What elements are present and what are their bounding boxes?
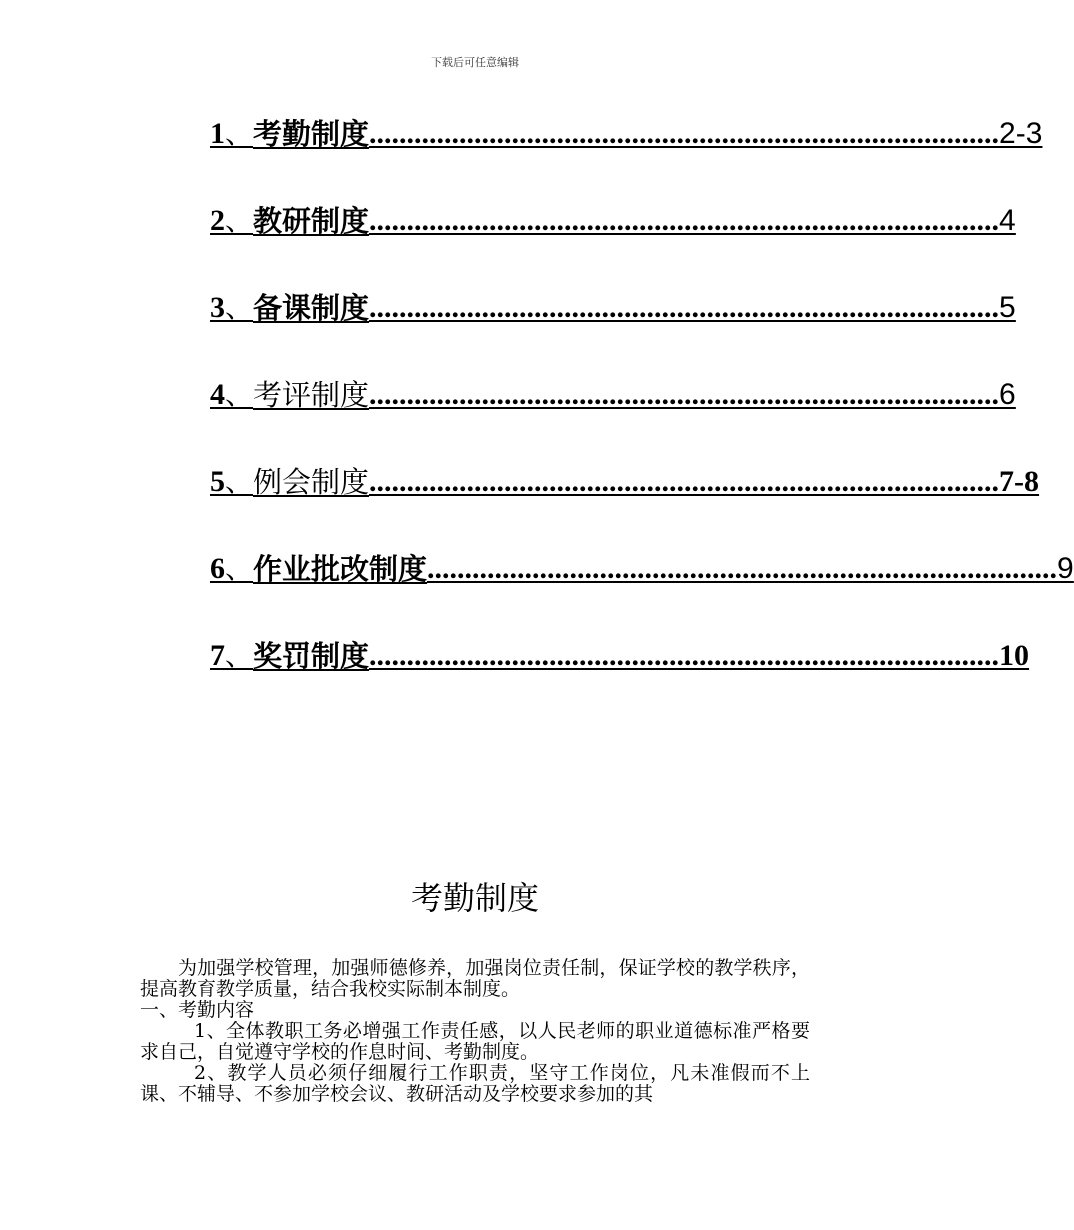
toc-item-separator: 、 — [225, 378, 254, 411]
toc-item-page: 6 — [999, 378, 1016, 411]
table-of-contents — [210, 112, 1074, 721]
toc-leader-dots: .................................................................................... — [369, 639, 1000, 672]
toc-item-4[interactable] — [210, 373, 1016, 460]
body-paragraph: 2、教学人员必须仔细履行工作职责，坚守工作岗位，凡未准假而不上课、不辅导、不参加学校会议、教研活动及学校要求参加的其 — [140, 1062, 810, 1105]
toc-leader-dots: .................................................................................... — [369, 204, 1000, 237]
subsection-heading: 一、考勤内容 — [140, 999, 255, 1021]
toc-item-2[interactable] — [210, 199, 1016, 286]
toc-item-separator: 、 — [225, 117, 254, 150]
page-header-note: 下载后可任意编辑 — [431, 56, 519, 69]
toc-item-7[interactable] — [210, 634, 1030, 721]
toc-item-number: 3 — [210, 291, 225, 324]
toc-item-3[interactable] — [210, 286, 1016, 373]
toc-leader-dots: .................................................................................... — [369, 117, 1000, 150]
toc-item-label: 备课制度 — [253, 291, 370, 325]
toc-item-label: 考勤制度 — [253, 117, 370, 151]
body-paragraph: 为加强学校管理，加强师德修养，加强岗位责任制，保证学校的教学秩序，提高教育教学质量，结合我校实际制本制度。 — [140, 957, 810, 1000]
toc-item-5[interactable] — [210, 460, 1040, 547]
toc-item-number: 5 — [210, 465, 225, 498]
toc-item-page: 5 — [999, 291, 1016, 324]
section-title: 考勤制度 — [410, 879, 539, 917]
toc-item-label: 教研制度 — [253, 204, 370, 238]
toc-item-separator: 、 — [225, 204, 254, 237]
toc-item-number: 7 — [210, 639, 225, 672]
toc-item-1[interactable] — [210, 112, 1043, 199]
toc-item-number: 2 — [210, 204, 225, 237]
toc-item-page: 10 — [999, 639, 1030, 672]
toc-item-number: 1 — [210, 117, 225, 150]
body-paragraph: 1、全体教职工务必增强工作责任感，以人民老师的职业道德标准严格要求自己，自觉遵守学校的作息时间、考勤制度。 — [140, 1020, 810, 1063]
toc-leader-dots: .................................................................................... — [369, 465, 1000, 498]
toc-item-separator: 、 — [225, 291, 254, 324]
toc-item-label: 奖罚制度 — [253, 639, 370, 673]
toc-item-page: 7-8 — [999, 465, 1040, 498]
toc-item-label: 考评制度 — [253, 378, 370, 412]
toc-item-page: 9 — [1057, 552, 1074, 585]
toc-item-page: 2-3 — [999, 117, 1043, 150]
toc-leader-dots: .................................................................................... — [369, 291, 1000, 324]
toc-leader-dots: .................................................................................... — [369, 378, 1000, 411]
toc-item-separator: 、 — [225, 639, 254, 672]
toc-item-number: 6 — [210, 552, 225, 585]
toc-item-separator: 、 — [225, 465, 254, 498]
toc-item-label: 作业批改制度 — [253, 552, 428, 586]
toc-item-separator: 、 — [225, 552, 254, 585]
section-body — [140, 958, 810, 1105]
toc-item-6[interactable] — [210, 547, 1074, 634]
toc-item-page: 4 — [999, 204, 1016, 237]
toc-item-label: 例会制度 — [253, 465, 370, 499]
toc-item-number: 4 — [210, 378, 225, 411]
toc-leader-dots: .................................................................................... — [427, 552, 1058, 585]
